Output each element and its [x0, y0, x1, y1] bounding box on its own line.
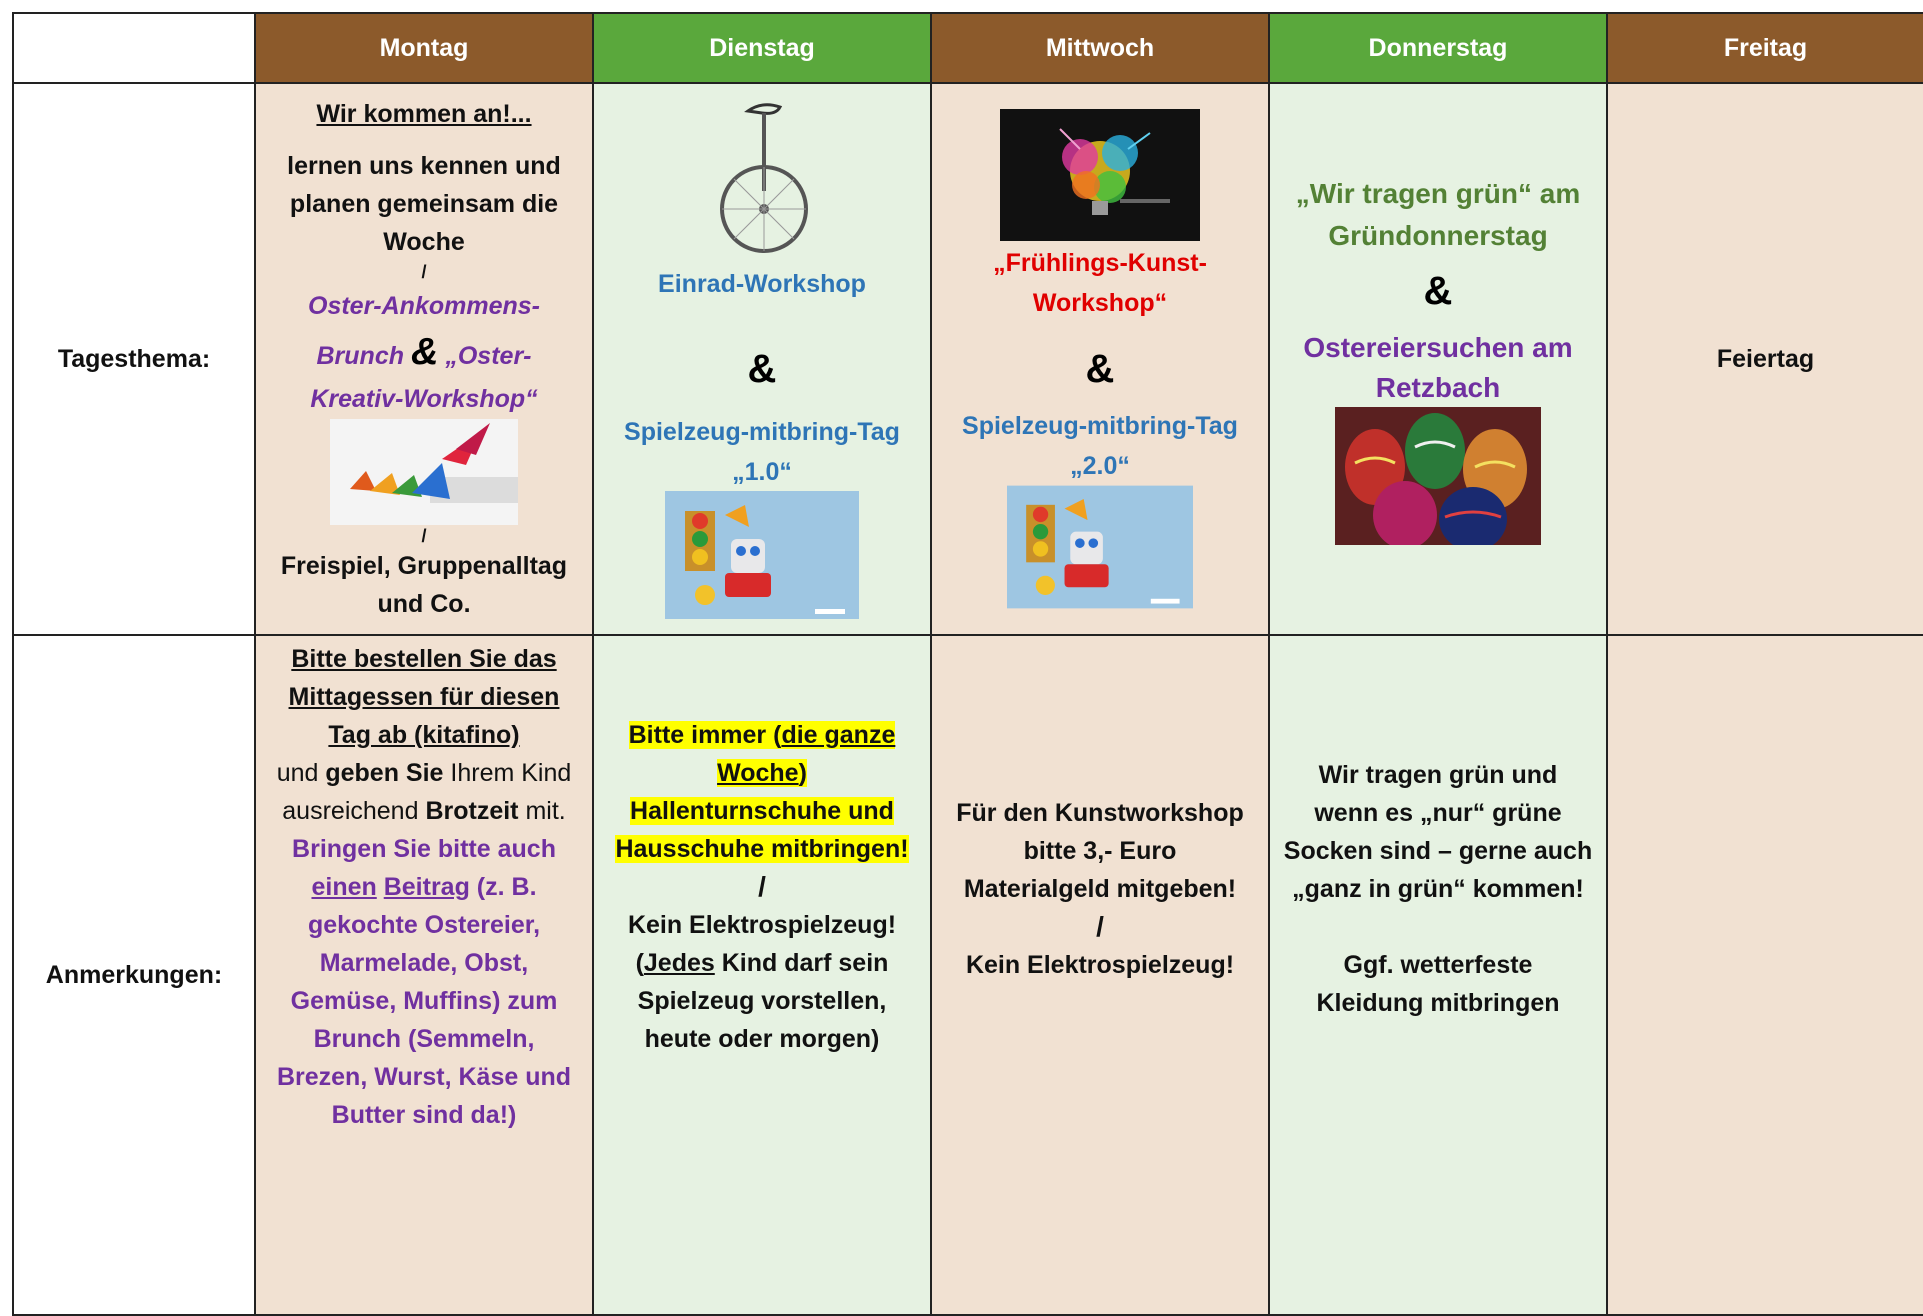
tuesday-notes-l2b: Jedes — [643, 949, 715, 977]
monday-notes-p8: Butter sind da!) — [331, 1101, 517, 1129]
monday-notes-u1: Bitte bestellen Sie das — [291, 645, 557, 673]
wednesday-workshop2: Workshop“ — [1032, 289, 1168, 317]
monday-notes-l4a: und — [276, 759, 326, 787]
tuesday-notes-h1a: Bitte immer ( — [628, 721, 782, 749]
header-row — [13, 13, 1923, 83]
monday-notes-p5: Gemüse, Muffins) zum — [290, 987, 558, 1015]
notes-friday — [1607, 635, 1923, 1315]
tuesday-notes-h4-text: Hausschuhe mitbringen! — [615, 835, 909, 863]
tuesday-notes-l4: heute oder morgen) — [644, 1025, 880, 1053]
theme-monday — [255, 83, 593, 635]
header-tuesday: Dienstag — [593, 13, 931, 83]
header-wednesday: Mittwoch — [931, 13, 1269, 83]
tuesday-notes-l2a: ( — [635, 949, 644, 977]
notes-row — [13, 635, 1923, 1315]
tuesday-notes-l3: Spielzeug vorstellen, — [637, 987, 887, 1015]
thursday-notes-l1: Wir tragen grün und — [1318, 761, 1558, 789]
monday-notes-p3: gekochte Ostereier, — [307, 911, 541, 939]
monday-line1: lernen uns kennen und — [287, 152, 561, 180]
monday-title: Wir kommen an!... — [316, 100, 532, 128]
monday-slash2: / — [421, 526, 427, 546]
wednesday-toy2: „2.0“ — [1070, 452, 1130, 480]
theme-friday: Feiertag — [1607, 83, 1923, 635]
monday-notes-l4 — [256, 754, 592, 792]
thursday-purple2: Retzbach — [1375, 372, 1501, 403]
monday-notes-p2a: einen — [311, 873, 377, 901]
wednesday-workshop1: „Frühlings-Kunst- — [993, 249, 1207, 277]
monday-purple1: Oster-Ankommens- — [308, 292, 540, 320]
monday-notes-p7: Brezen, Wurst, Käse und — [276, 1063, 572, 1091]
monday-purple2 — [256, 329, 592, 379]
header-friday: Freitag — [1607, 13, 1923, 83]
thursday-green2: Gründonnerstag — [1328, 220, 1548, 251]
monday-line2: planen gemeinsam die — [289, 190, 559, 218]
toy-robot-image — [665, 491, 859, 619]
theme-wednesday — [931, 83, 1269, 635]
theme-tuesday — [593, 83, 931, 635]
tuesday-amp: & — [747, 347, 777, 391]
monday-line4: Freispiel, Gruppenalltag — [280, 552, 568, 580]
monday-notes-u2: Mittagessen für diesen — [288, 683, 560, 711]
tuesday-notes-h1b: die ganze — [781, 721, 896, 749]
notes-thursday — [1269, 635, 1607, 1315]
weekly-plan-table — [12, 12, 1923, 1316]
thursday-amp: & — [1423, 269, 1453, 313]
monday-brunch: Brunch — [316, 342, 404, 370]
tuesday-notes-h3-text: Hallenturnschuhe und — [630, 797, 894, 825]
unicycle-image — [712, 99, 812, 255]
theme-row — [13, 83, 1923, 635]
thursday-green1: „Wir tragen grün“ am — [1295, 178, 1581, 209]
tuesday-notes-h3 — [594, 792, 930, 830]
wednesday-notes-l3: Materialgeld mitgeben! — [963, 875, 1237, 903]
monday-amp: & — [410, 331, 439, 373]
thursday-notes-l5: Ggf. wetterfeste — [1343, 951, 1533, 979]
monday-notes-l5 — [256, 792, 592, 830]
monday-notes-l5c: mit. — [518, 797, 566, 825]
thursday-notes-l2: wenn es „nur“ grüne — [1314, 799, 1562, 827]
wednesday-amp: & — [1085, 347, 1115, 391]
monday-notes-p2b: Beitrag — [383, 873, 470, 901]
tuesday-notes-l1: Kein Elektrospielzeug! — [627, 911, 897, 939]
tuesday-notes-slash: / — [758, 871, 766, 902]
header-thursday: Donnerstag — [1269, 13, 1607, 83]
tuesday-notes-l2c: Kind darf sein — [714, 949, 889, 977]
monday-purple3: Kreativ-Workshop“ — [310, 385, 538, 413]
wednesday-toy1: Spielzeug-mitbring-Tag — [962, 412, 1238, 440]
wednesday-notes-l4: Kein Elektrospielzeug! — [965, 951, 1235, 979]
monday-notes-l4b: geben Sie — [325, 759, 444, 787]
tuesday-notes-l2 — [594, 944, 930, 982]
toy-robot-image — [1007, 485, 1193, 609]
thursday-purple1: Ostereiersuchen am — [1303, 332, 1573, 363]
tuesday-toy1: Spielzeug-mitbring-Tag — [624, 418, 900, 446]
notes-monday — [255, 635, 593, 1315]
monday-line5: und Co. — [377, 590, 471, 618]
monday-notes-p2c: (z. B. — [469, 873, 537, 901]
notes-tuesday — [593, 635, 931, 1315]
monday-notes-p1: Bringen Sie bitte auch — [292, 835, 556, 863]
monday-line3: Woche — [383, 228, 465, 256]
monday-oster: „Oster- — [445, 342, 532, 370]
tuesday-toy2: „1.0“ — [732, 458, 792, 486]
theme-row-label: Tagesthema: — [13, 83, 255, 635]
header-monday: Montag — [255, 13, 593, 83]
header-corner — [13, 13, 255, 83]
thursday-notes-l3: Socken sind – gerne auch — [1283, 837, 1593, 865]
monday-notes-p2 — [256, 868, 592, 906]
monday-notes-l4c: Ihrem Kind — [443, 759, 572, 787]
wednesday-notes-slash: / — [1096, 911, 1104, 942]
monday-notes-l5b: Brotzeit — [425, 797, 519, 825]
thursday-notes-l6: Kleidung mitbringen — [1316, 989, 1560, 1017]
origami-image — [330, 419, 518, 525]
monday-notes-p6: Brunch (Semmeln, — [313, 1025, 535, 1053]
wednesday-notes-l2: bitte 3,- Euro — [1023, 837, 1177, 865]
theme-thursday — [1269, 83, 1607, 635]
tuesday-workshop: Einrad-Workshop — [658, 270, 866, 298]
tuesday-notes-h2b: ) — [798, 759, 807, 787]
monday-slash: / — [421, 262, 427, 282]
easter-eggs-image — [1335, 407, 1541, 545]
tuesday-notes-h4 — [594, 830, 930, 868]
monday-notes-u3: Tag ab (kitafino) — [328, 721, 520, 749]
tuesday-notes-h1 — [594, 716, 930, 754]
thursday-notes-l4: „ganz in grün“ kommen! — [1292, 875, 1584, 903]
notes-wednesday — [931, 635, 1269, 1315]
wednesday-notes-l1: Für den Kunstworkshop — [956, 799, 1244, 827]
tuesday-notes-h2 — [594, 754, 930, 792]
monday-notes-l5a: ausreichend — [282, 797, 426, 825]
notes-row-label: Anmerkungen: — [13, 635, 255, 1315]
monday-notes-p4: Marmelade, Obst, — [319, 949, 529, 977]
lightbulb-splash-image — [1000, 109, 1200, 241]
tuesday-notes-h2a: Woche — [717, 759, 799, 787]
